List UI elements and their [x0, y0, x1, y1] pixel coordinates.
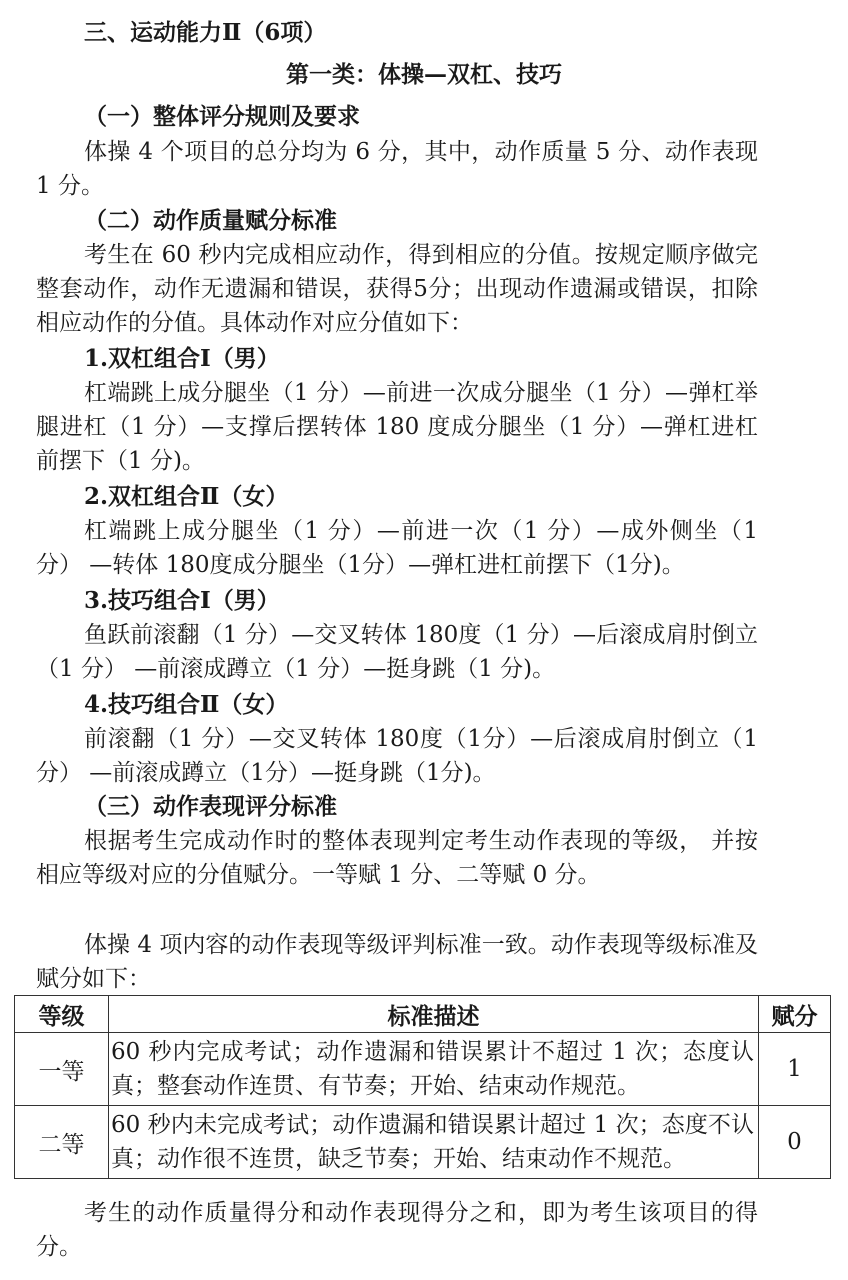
item-4-title: 4.技巧组合Ⅱ（女）	[84, 691, 289, 718]
table-header-row	[15, 996, 831, 1033]
row-1-level: 一等	[15, 1033, 109, 1106]
item-2-body: 杠端跳上成分腿坐（1 分）—前进一次（1 分）—成外侧坐（1 分） —转体 180度成分腿坐（1分）—弹杠进杠前摆下（1分)。	[36, 518, 758, 578]
quality-intro: 考生在 60 秒内完成相应动作，得到相应的分值。按规定顺序做完整套动作，动作无遗漏和错误，获得5分；出现动作遗漏或错误，扣除相应动作的分值。具体动作对应分值如下：	[36, 242, 758, 336]
category-title: 第一类：体操—双杠、技巧	[286, 61, 562, 88]
rules-heading: （一）整体评分规则及要求	[84, 103, 360, 130]
grade-table	[14, 995, 831, 1179]
quality-heading: （二）动作质量赋分标准	[84, 207, 337, 234]
item-4-body: 前滚翻（1 分）—交叉转体 180度（1分）—后滚成肩肘倒立（1分） —前滚成蹲立（1分）—挺身跳（1分)。	[36, 726, 758, 786]
row-1-score: 1	[759, 1033, 831, 1106]
conclusion: 考生的动作质量得分和动作表现得分之和，即为考生该项目的得分。	[36, 1200, 758, 1260]
row-1-description: 60 秒内完成考试；动作遗漏和错误累计不超过 1 次；态度认真；整套动作连贯、有节奏；开始、结束动作规范。	[109, 1033, 759, 1106]
row-2-level: 二等	[15, 1106, 109, 1179]
row-2-description: 60 秒内未完成考试；动作遗漏和错误累计超过 1 次；态度不认真；动作很不连贯，缺乏节奏；开始、结束动作不规范。	[109, 1106, 759, 1179]
performance-body-2: 体操 4 项内容的动作表现等级评判标准一致。动作表现等级标准及赋分如下：	[36, 932, 758, 992]
header-description: 标准描述	[109, 996, 759, 1033]
performance-body-1: 根据考生完成动作时的整体表现判定考生动作表现的等级， 并按相应等级对应的分值赋分。一等赋 1 分、二等赋 0 分。	[36, 828, 758, 888]
item-1-title: 1.双杠组合Ⅰ（男）	[84, 345, 280, 372]
row-2-score: 0	[759, 1106, 831, 1179]
item-1-body: 杠端跳上成分腿坐（1 分）—前进一次成分腿坐（1 分）—弹杠举腿进杠（1 分）—支撑后摆转体 180 度成分腿坐（1 分）—弹杠进杠前摆下（1 分)。	[36, 380, 758, 474]
header-score: 赋分	[759, 996, 831, 1033]
table-row	[15, 1033, 831, 1106]
section-title: 三、运动能力Ⅱ（6项）	[84, 19, 327, 46]
performance-heading: （三）动作表现评分标准	[84, 793, 337, 820]
header-level: 等级	[15, 996, 109, 1033]
item-2-title: 2.双杠组合Ⅱ（女）	[84, 483, 289, 510]
item-3-body: 鱼跃前滚翻（1 分）—交叉转体 180度（1 分）—后滚成肩肘倒立（1 分） —前滚成蹲立（1 分）—挺身跳（1 分)。	[36, 622, 758, 682]
rules-body: 体操 4 个项目的总分均为 6 分，其中，动作质量 5 分、动作表现 1 分。	[36, 139, 758, 199]
table-row	[15, 1106, 831, 1179]
item-3-title: 3.技巧组合Ⅰ（男）	[84, 587, 280, 614]
